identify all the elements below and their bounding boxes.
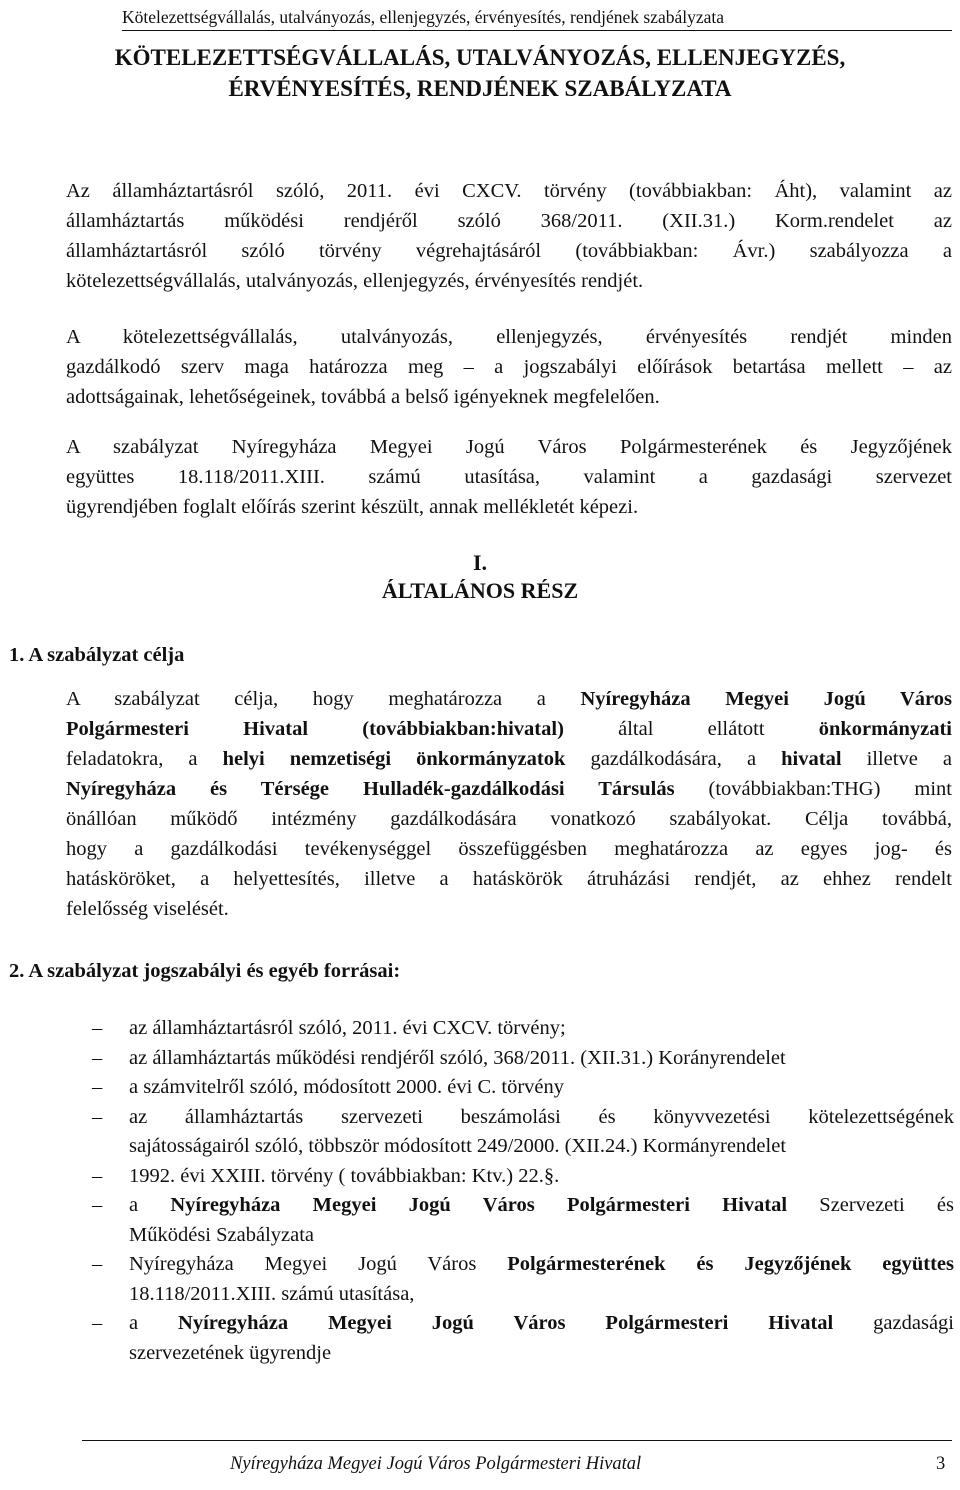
dash-bullet: – [92,1312,103,1334]
text-line: Az államháztartásról szóló, 2011. évi CXCV. törvény (továbbiakban: Áht), valamint az [66,180,952,202]
text-line: együttes 18.118/2011.XIII. számú utasítása, valamint a gazdasági szervezet [66,466,952,488]
bold-run: Nyíregyháza és Térsége Hulladék-gazdálkodási Társulás [66,778,675,800]
list-item [92,1103,954,1162]
bold-run: önkormányzati [818,718,952,740]
text-line: szervezetének ügyrendje [129,1341,332,1364]
part-number: I. [472,550,488,575]
running-header: Kötelezettségvállalás, utalványozás, ellenjegyzés, érvényesítés, rendjének szabályzata [122,7,725,27]
text-line: ügyrendjében foglalt előírás szerint készült, annak mellékletét képezi. [66,496,639,518]
text-run: gazdálkodására, a [565,748,782,770]
dash-bullet: – [92,1164,103,1187]
list-item [92,1162,954,1192]
section-1-body [66,684,952,924]
footer-organization: Nyíregyháza Megyei Jogú Város Polgármesteri Hivatal [230,1454,642,1474]
list-item [92,1191,954,1250]
bold-run: Nyíregyháza Megyei Jogú Város Polgármesteri Hivatal [178,1312,834,1334]
text-line [66,714,952,744]
text-line: államháztartás működési rendjéről szóló 368/2011. (XII.31.) Korm.rendelet az [66,210,952,232]
list-item [92,1250,954,1309]
section-2-heading: 2. A szabályzat jogszabályi és egyéb forrásai: [9,960,401,982]
text-line: kötelezettségvállalás, utalványozás, ellenjegyzés, érvényesítés rendjét. [66,270,644,292]
text-run: a [129,1194,171,1216]
footer-rule [82,1440,952,1441]
dash-bullet: – [92,1253,103,1275]
text-line: Működési Szabályzata [129,1223,315,1246]
document-title [0,42,960,104]
text-line: az államháztartásról szóló, 2011. évi CXCV. törvény; [129,1017,566,1039]
text-line: államháztartásról szóló törvény végrehajtásáról (továbbiakban: Ávr.) szabályozza a [66,240,952,262]
text-run: Szervezeti és [787,1194,954,1216]
bold-run: Polgármesteri Hivatal (továbbiakban:hivatal) [66,718,564,740]
text-line: adottságainak, lehetőségeinek, továbbá a belső igényeknek megfelelően. [66,386,660,408]
part-title: ÁLTALÁNOS RÉSZ [381,578,579,603]
text-run: (továbbiakban:THG) mint [674,778,952,800]
intro-paragraph-1 [66,176,952,296]
list-item [92,1309,954,1368]
text-line [66,774,952,804]
bold-run: hivatal [781,748,842,770]
text-run: feladatokra, a [66,748,223,770]
sources-list [92,1014,954,1368]
text-line: felelősség viselését. [66,898,229,920]
dash-bullet: – [92,1017,103,1039]
text-line: önállóan működő intézmény gazdálkodására vonatkozó szabályokat. Célja továbbá, [66,808,952,830]
dash-bullet: – [92,1076,103,1098]
bold-run: Nyíregyháza Megyei Jogú Város [580,688,952,710]
text-run: gazdasági [833,1312,954,1334]
text-line [66,684,952,714]
text-line [129,1309,954,1339]
text-run: illetve a [841,748,952,770]
dash-bullet: – [92,1105,103,1128]
text-line: gazdálkodó szerv maga határozza meg – a jogszabályi előírások betartása mellett – az [66,356,952,378]
text-line: A kötelezettségvállalás, utalványozás, ellenjegyzés, érvényesítés rendjét minden [66,326,952,348]
bold-run: Polgármesterének és Jegyzőjének együttes [507,1253,954,1275]
document-title-line: ÉRVÉNYESÍTÉS, RENDJÉNEK SZABÁLYZATA [228,76,732,101]
page-number: 3 [936,1454,946,1474]
text-line: A szabályzat Nyíregyháza Megyei Jogú Város Polgármesterének és Jegyzőjének [66,436,952,458]
text-line [129,1191,954,1221]
text-line [129,1250,954,1280]
text-line: 18.118/2011.XIII. számú utasítása, [129,1282,415,1305]
text-line [66,744,952,774]
text-run: a [129,1312,179,1334]
intro-paragraph-3 [66,432,952,522]
text-line: a számvitelről szóló, módosított 2000. évi C. törvény [129,1076,564,1098]
text-line: az államháztartás működési rendjéről szóló, 368/2011. (XII.31.) Korányrendelet [129,1046,786,1069]
text-line: sajátosságairól szóló, többször módosított 249/2000. (XII.24.) Kormányrendelet [129,1135,787,1157]
bold-run: Nyíregyháza Megyei Jogú Város Polgármesteri Hivatal [170,1194,788,1216]
text-run: A szabályzat célja, hogy meghatározza a [66,688,581,710]
section-1-heading: 1. A szabályzat célja [9,644,185,666]
text-line: az államháztartás szervezeti beszámolási és könyvvezetési kötelezettségének [129,1105,954,1128]
list-item [92,1044,954,1074]
text-run: által ellátott [563,718,819,740]
document-title-line: KÖTELEZETTSÉGVÁLLALÁS, UTALVÁNYOZÁS, ELLENJEGYZÉS, [114,45,846,70]
list-item [92,1073,954,1103]
list-item [92,1014,954,1044]
text-line: hogy a gazdálkodási tevékenységgel összefüggésben meghatározza az egyes jog- és [66,838,952,860]
dash-bullet: – [92,1194,103,1216]
bold-run: helyi nemzetiségi önkormányzatok [222,748,566,770]
dash-bullet: – [92,1046,103,1069]
header-rule [122,30,952,31]
intro-paragraph-2 [66,322,952,412]
text-run: Nyíregyháza Megyei Jogú Város [129,1253,508,1275]
text-line: hatásköröket, a helyettesítés, illetve a hatáskörök átruházási rendjét, az ehhez rendelt [66,868,952,890]
text-line: 1992. évi XXIII. törvény ( továbbiakban: Ktv.) 22.§. [129,1164,560,1187]
